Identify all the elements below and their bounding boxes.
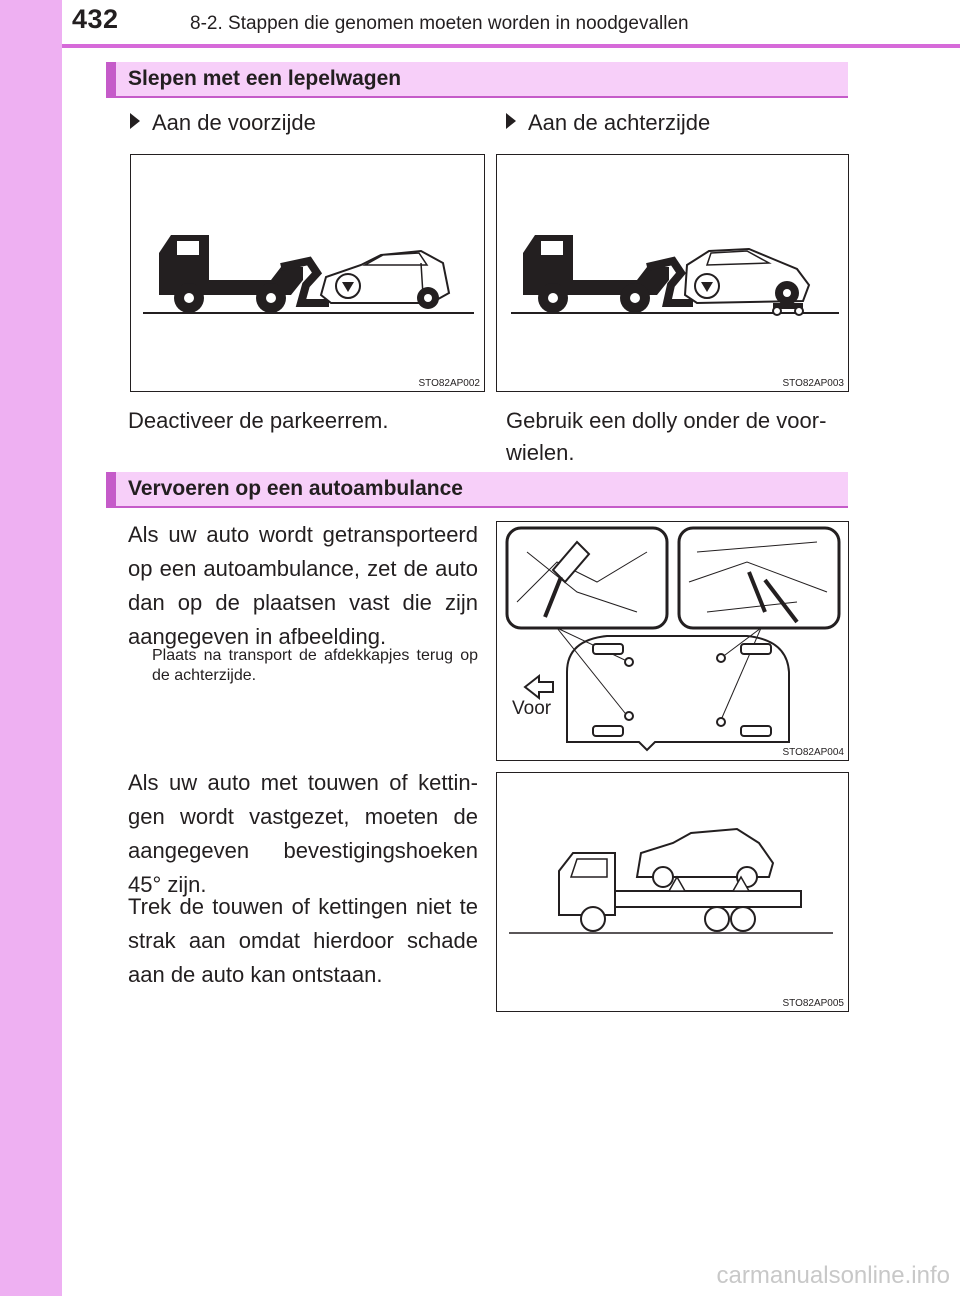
- subheading-rear: [506, 110, 710, 136]
- section-title: Vervoeren op een autoambulance: [128, 477, 463, 500]
- figure-code: STO82AP002: [418, 378, 480, 389]
- figure-rear-towing: [496, 154, 849, 392]
- page-number: 432: [72, 4, 119, 34]
- figure-code: STO82AP005: [782, 998, 844, 1009]
- subheading-label: Aan de voorzijde: [152, 110, 316, 135]
- triangle-bullet-icon: [506, 113, 516, 129]
- side-color-band: [0, 0, 62, 1296]
- header-rule: [62, 44, 960, 48]
- caption-rear-line1: Gebruik een dolly onder de voor-: [506, 408, 827, 433]
- section-heading-autoambulance: [106, 472, 848, 508]
- figure-front-towing: [130, 154, 485, 392]
- caption-front: Deactiveer de parkeerrem.: [128, 408, 389, 433]
- note-cover-caps: Plaats na transport de afdekkapjes terug op de achterzijde.: [152, 647, 478, 684]
- front-direction-label: Voor: [512, 698, 552, 719]
- subheading-front: [130, 110, 316, 136]
- watermark: carmanualsonline.info: [716, 1262, 950, 1289]
- paragraph-tension: Trek de touwen of kettingen niet te strak aan omdat hierdoor schade aan de auto kan ontstaan.: [128, 894, 478, 987]
- figure-car-carrier: [496, 772, 849, 1012]
- paragraph-transport: Als uw auto wordt getransporteerd op een autoambulance, zet de auto dan op de plaatsen vast die zijn aangegeven in afbeelding.: [128, 522, 478, 649]
- tow-truck-front-illustration: [131, 155, 484, 391]
- tow-truck-rear-illustration: [497, 155, 848, 391]
- figure-code: STO82AP003: [782, 378, 844, 389]
- car-carrier-illustration: [497, 773, 848, 1011]
- paragraph-angles: Als uw auto met touwen of kettin-gen wordt vastgezet, moeten de aangegeven bevestigingshoeken 45° zijn.: [128, 770, 478, 897]
- subheading-label: Aan de achterzijde: [528, 110, 711, 135]
- triangle-bullet-icon: [130, 113, 140, 129]
- section-title: Slepen met een lepelwagen: [128, 67, 402, 90]
- caption-rear-line2: wielen.: [506, 440, 575, 465]
- figure-code: STO82AP004: [782, 747, 844, 758]
- section-heading-slepen: [106, 62, 848, 98]
- figure-tie-down-points: [496, 521, 849, 761]
- chapter-title: 8-2. Stappen die genomen moeten worden in noodgevallen: [190, 13, 689, 34]
- tie-down-points-illustration: [497, 522, 848, 760]
